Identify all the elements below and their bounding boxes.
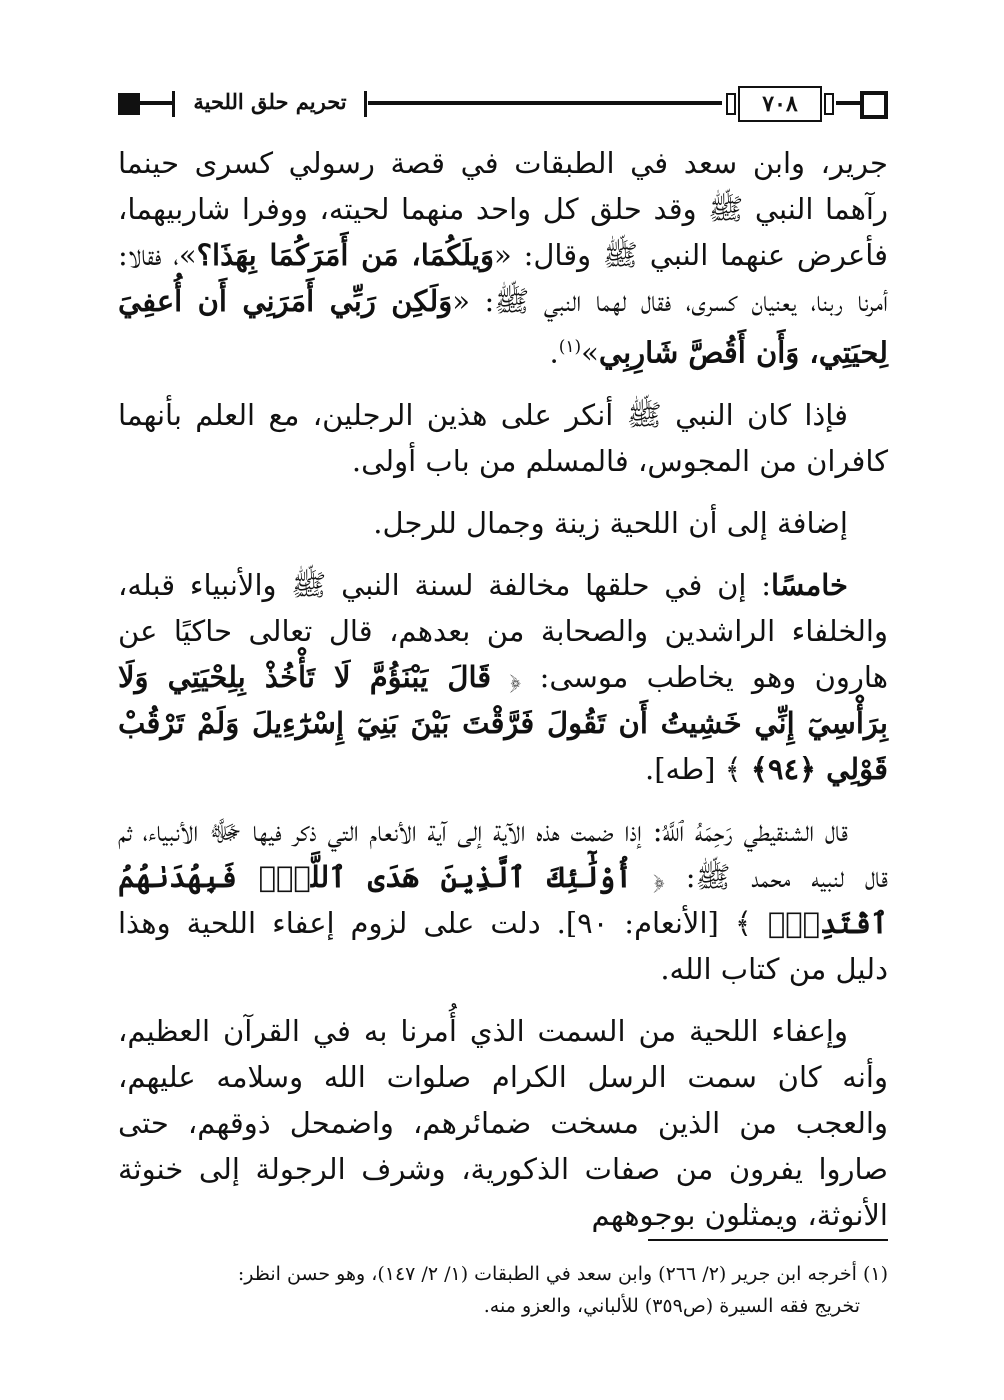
page-number: ٧٠٨ <box>738 86 822 122</box>
paragraph <box>118 140 888 376</box>
emphasized-text: قَالَ يَبْنَؤُمَّ لَا تَأْخُذْ بِلِحْيَتِي وَلَا بِرَأْسِيٓ إِنِّي خَشِيتُ أَن تَقُولَ فَرَّقْتَ بَيْنَ بَنِيٓ إِسْرَٰٓءِيلَ وَلَمْ تَرْقُبْ قَوْلِي ﴿٩٤﴾ <box>118 659 888 786</box>
footnote-separator <box>648 1239 888 1241</box>
text-run: جرير، وابن سعد في الطبقات في قصة رسولي كسرى حينما رآهما النبي ﷺ وقد حلق كل واحد منهما لحيته، ووفرا شاربيهما، فأعرض عنهما النبي ﷺ وقال: « <box>118 146 888 272</box>
emphasized-text: أُوْلَٰٓئِكَ ٱلَّذِينَ هَدَى ٱللَّهُۖ فَبِهُدَىٰهُمُ ٱقْتَدِهْۗ <box>118 859 888 940</box>
footnote-line: (١) أخرجه ابن جرير (٢/ ٢٦٦) وابن سعد في الطبقات (١/ ٢/ ١٤٧)، وهو حسن انظر: <box>237 1263 888 1285</box>
text-run: قال الشنقيطي رَحِمَهُ ٱللَّهُ: إذا ضمت هذه الآية إلى آية الأنعام التي ذكر فيها ﷻ الأنبياء، ثم قال لنبيه محمد ﷺ: ﴿ <box>118 813 888 894</box>
paragraph <box>118 562 888 792</box>
paragraph <box>118 1008 888 1238</box>
footnote-line: تخريج فقه السيرة (ص٣٥٩) للألباني، والعزو منه. <box>483 1295 860 1317</box>
text-run: فإذا كان النبي ﷺ أنكر على هذين الرجلين، مع العلم بأنهما كافران من المجوس، فالمسلم من باب أولى. <box>118 397 888 478</box>
text-run: . <box>549 335 559 370</box>
header-divider <box>172 91 175 117</box>
main-text <box>118 140 888 1254</box>
paragraph <box>118 392 888 484</box>
emphasized-text: خامسًا <box>770 567 848 602</box>
header-rule <box>140 101 172 105</box>
footnote-ref: (١) <box>558 337 582 357</box>
header-rule <box>368 101 722 105</box>
header-ornament-right <box>860 91 888 119</box>
running-title: تحريم حلق اللحية <box>193 89 347 114</box>
footnotes <box>118 1258 888 1322</box>
header-divider <box>364 91 367 117</box>
paragraph <box>118 500 888 546</box>
header-ornament-left <box>118 93 140 115</box>
emphasized-text: وَلَكِن رَبِّي أَمَرَنِي أَن أُعفِيَ لِحيَتِي، وَأَن أَقُصَّ شَارِبِي <box>118 284 888 370</box>
text-run: وإعفاء اللحية من السمت الذي أُمرنا به في القرآن العظيم، وأنه كان سمت الرسل الكرام صلوات الله وسلامه عليهم، والعجب من الذين مسخت ضمائرهم، واضمحل ذوقهم، حتى صاروا يفرون من صفات الذكورية، وشرف الرجولة إلى خنوثة الأنوثة، ويمثلون بوجوههم <box>118 1013 888 1232</box>
page-header <box>118 82 888 128</box>
text-run: : إن في حلقها مخالفة لسنة النبي ﷺ والأنبياء قبله، والخلفاء الراشدين والصحابة من بعدهم، قال تعالى حاكيًا عن هارون وهو يخاطب موسى: ﴿ <box>118 567 889 694</box>
text-run: ﴾ [الأنعام: ٩٠]. دلت على لزوم إعفاء اللحية وهذا دليل من كتاب الله. <box>118 905 888 986</box>
text-run: » <box>581 335 599 370</box>
paragraph <box>118 808 888 992</box>
text-run: »، فقالا: أمرنا ربنا، يعنيان كسرى، فقال لهما النبي ﷺ: « <box>118 238 888 318</box>
text-run: إضافة إلى أن اللحية زينة وجمال للرجل. <box>373 505 848 540</box>
text-run: ﴾ [طه]. <box>644 751 751 786</box>
header-rule <box>836 101 860 105</box>
emphasized-text: وَيلَكُمَا، مَن أَمَرَكُمَا بِهَذَا؟ <box>196 238 495 272</box>
